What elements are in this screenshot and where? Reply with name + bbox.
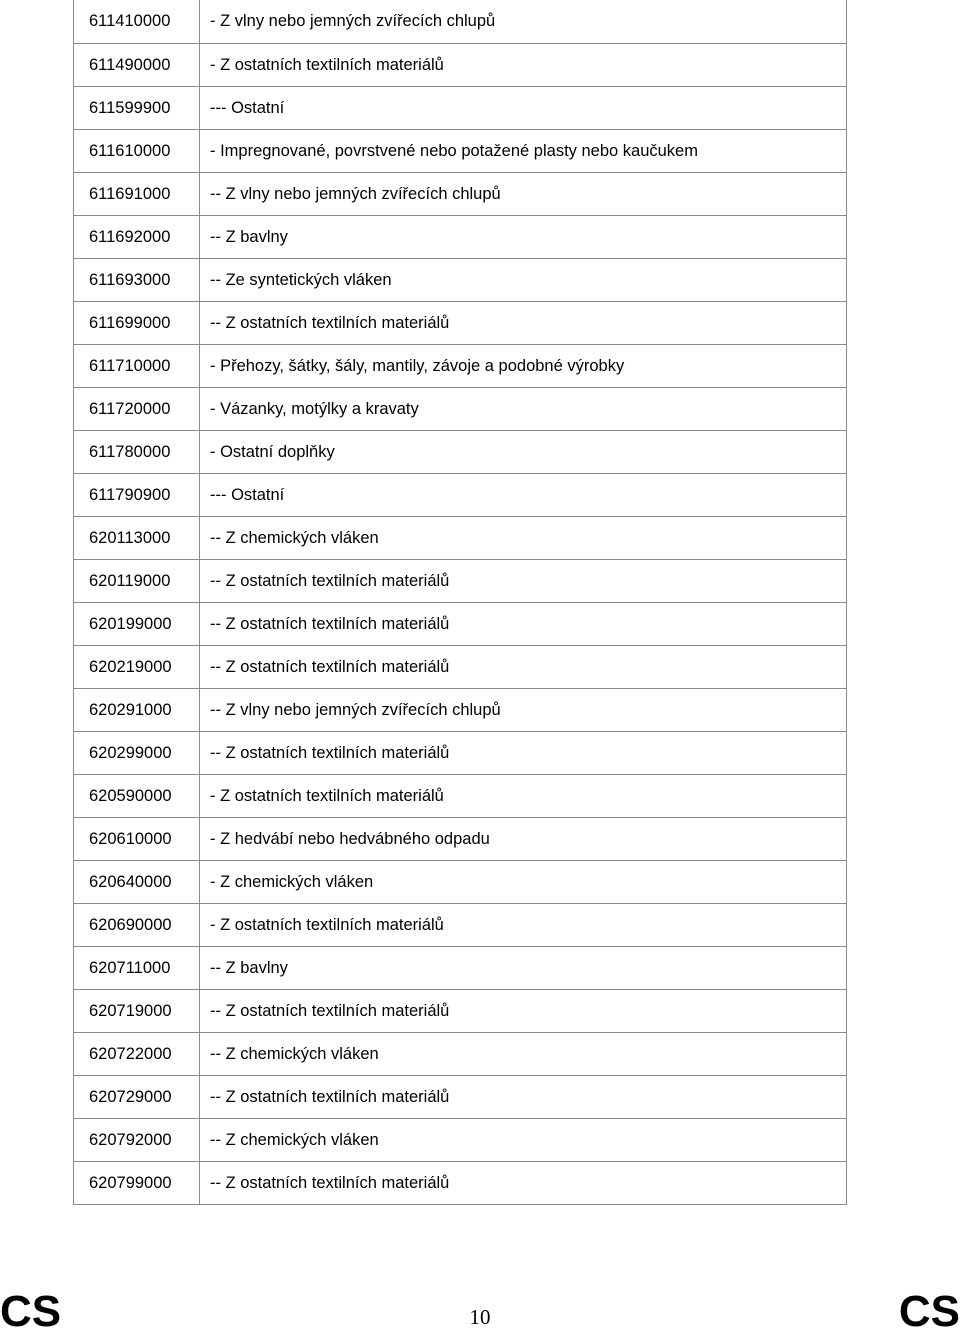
table-row bbox=[74, 1161, 847, 1204]
description-cell: - Z ostatních textilních materiálů bbox=[200, 774, 847, 817]
description-cell: - Z vlny nebo jemných zvířecích chlupů bbox=[200, 0, 847, 43]
code-table-body bbox=[74, 0, 847, 1204]
description-cell: -- Z ostatních textilních materiálů bbox=[200, 301, 847, 344]
table-row bbox=[74, 860, 847, 903]
description-cell: -- Z vlny nebo jemných zvířecích chlupů bbox=[200, 688, 847, 731]
code-cell: 620792000 bbox=[74, 1118, 200, 1161]
code-cell: 620690000 bbox=[74, 903, 200, 946]
code-cell: 620799000 bbox=[74, 1161, 200, 1204]
description-cell: -- Z ostatních textilních materiálů bbox=[200, 645, 847, 688]
code-cell: 611710000 bbox=[74, 344, 200, 387]
code-cell: 611691000 bbox=[74, 172, 200, 215]
table-row bbox=[74, 301, 847, 344]
table-row bbox=[74, 430, 847, 473]
description-cell: - Z ostatních textilních materiálů bbox=[200, 43, 847, 86]
description-cell: -- Z ostatních textilních materiálů bbox=[200, 731, 847, 774]
code-cell: 611599900 bbox=[74, 86, 200, 129]
code-cell: 620219000 bbox=[74, 645, 200, 688]
table-row bbox=[74, 731, 847, 774]
table-row bbox=[74, 989, 847, 1032]
table-row bbox=[74, 1118, 847, 1161]
table-row bbox=[74, 258, 847, 301]
table-row bbox=[74, 516, 847, 559]
code-cell: 620640000 bbox=[74, 860, 200, 903]
description-cell: - Impregnované, povrstvené nebo potažené plasty nebo kaučukem bbox=[200, 129, 847, 172]
code-cell: 611490000 bbox=[74, 43, 200, 86]
table-row bbox=[74, 387, 847, 430]
table-row bbox=[74, 473, 847, 516]
table-row bbox=[74, 86, 847, 129]
code-cell: 611610000 bbox=[74, 129, 200, 172]
description-cell: - Z hedvábí nebo hedvábného odpadu bbox=[200, 817, 847, 860]
table-row bbox=[74, 215, 847, 258]
description-cell: - Vázanky, motýlky a kravaty bbox=[200, 387, 847, 430]
table-row bbox=[74, 172, 847, 215]
table-row bbox=[74, 129, 847, 172]
code-cell: 620590000 bbox=[74, 774, 200, 817]
code-cell: 620291000 bbox=[74, 688, 200, 731]
table-row bbox=[74, 43, 847, 86]
code-cell: 620113000 bbox=[74, 516, 200, 559]
description-cell: -- Z ostatních textilních materiálů bbox=[200, 989, 847, 1032]
table-row bbox=[74, 903, 847, 946]
description-cell: - Z chemických vláken bbox=[200, 860, 847, 903]
table-row bbox=[74, 602, 847, 645]
table-row bbox=[74, 559, 847, 602]
code-cell: 611692000 bbox=[74, 215, 200, 258]
table-row bbox=[74, 645, 847, 688]
description-cell: -- Ze syntetických vláken bbox=[200, 258, 847, 301]
code-table bbox=[73, 0, 847, 1205]
code-cell: 620729000 bbox=[74, 1075, 200, 1118]
code-cell: 611693000 bbox=[74, 258, 200, 301]
table-row bbox=[74, 1032, 847, 1075]
description-cell: -- Z chemických vláken bbox=[200, 516, 847, 559]
footer-language-left: CS bbox=[0, 1287, 62, 1336]
code-cell: 620722000 bbox=[74, 1032, 200, 1075]
description-cell: - Ostatní doplňky bbox=[200, 430, 847, 473]
code-cell: 620119000 bbox=[74, 559, 200, 602]
table-row bbox=[74, 688, 847, 731]
footer-language-right: CS bbox=[898, 1287, 960, 1336]
code-cell: 620719000 bbox=[74, 989, 200, 1032]
code-cell: 611720000 bbox=[74, 387, 200, 430]
description-cell: -- Z ostatních textilních materiálů bbox=[200, 559, 847, 602]
description-cell: -- Z ostatních textilních materiálů bbox=[200, 602, 847, 645]
description-cell: - Z ostatních textilních materiálů bbox=[200, 903, 847, 946]
description-cell: -- Z ostatních textilních materiálů bbox=[200, 1075, 847, 1118]
code-cell: 620199000 bbox=[74, 602, 200, 645]
page-number: 10 bbox=[469, 1305, 491, 1329]
description-cell: -- Z vlny nebo jemných zvířecích chlupů bbox=[200, 172, 847, 215]
code-cell: 620711000 bbox=[74, 946, 200, 989]
description-cell: -- Z ostatních textilních materiálů bbox=[200, 1161, 847, 1204]
description-cell: - Přehozy, šátky, šály, mantily, závoje a podobné výrobky bbox=[200, 344, 847, 387]
code-cell: 611780000 bbox=[74, 430, 200, 473]
description-cell: --- Ostatní bbox=[200, 86, 847, 129]
table-row bbox=[74, 0, 847, 43]
description-cell: -- Z chemických vláken bbox=[200, 1118, 847, 1161]
table-row bbox=[74, 774, 847, 817]
description-cell: --- Ostatní bbox=[200, 473, 847, 516]
code-cell: 620299000 bbox=[74, 731, 200, 774]
description-cell: -- Z bavlny bbox=[200, 215, 847, 258]
description-cell: -- Z bavlny bbox=[200, 946, 847, 989]
table-row bbox=[74, 344, 847, 387]
code-cell: 611410000 bbox=[74, 0, 200, 43]
table-row bbox=[74, 1075, 847, 1118]
code-cell: 611699000 bbox=[74, 301, 200, 344]
code-cell: 620610000 bbox=[74, 817, 200, 860]
code-cell: 611790900 bbox=[74, 473, 200, 516]
table-row bbox=[74, 817, 847, 860]
table-row bbox=[74, 946, 847, 989]
description-cell: -- Z chemických vláken bbox=[200, 1032, 847, 1075]
